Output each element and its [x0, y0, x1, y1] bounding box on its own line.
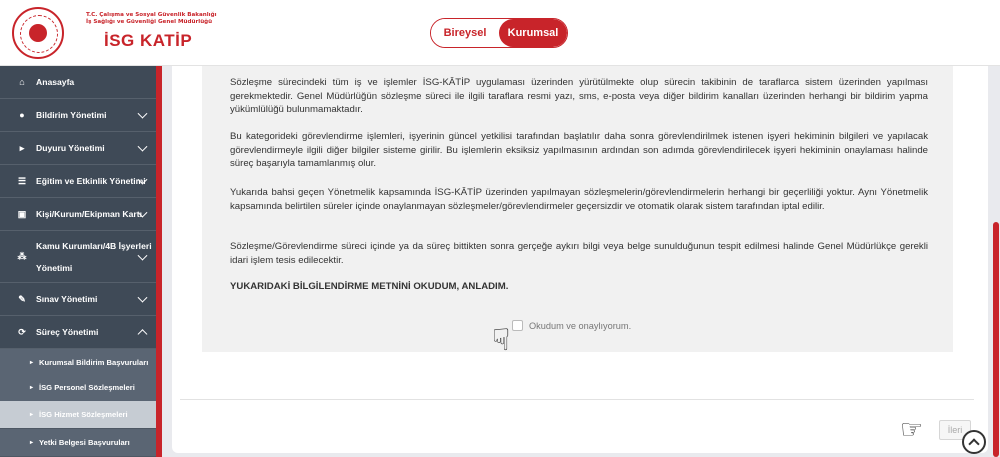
- sidebar-item-label: Anasayfa: [36, 77, 75, 87]
- sidebar-item-label: Sınav Yönetimi: [36, 294, 98, 304]
- sidebar: [0, 66, 162, 457]
- sidebar-item-egitim-etkinlik[interactable]: [0, 165, 156, 198]
- sidebar-item-bildirim-yonetimi[interactable]: [0, 99, 156, 132]
- submenu-item-label: ▸ İSG Personel Sözleşmeleri: [39, 383, 135, 392]
- info-paragraph-4: Sözleşme/Görevlendirme süreci içinde ya da süreç bittikten sonra gerçeğe aykırı bilgi veya belge sunulduğunun tespit edilmesi halinde Genel Müdürlükçe gerekli idari işlem tesis edilecektir.: [230, 241, 928, 266]
- toggle-kurumsal-button[interactable]: Kurumsal: [499, 19, 567, 47]
- pointing-hand-icon: ☟: [492, 324, 511, 357]
- sidebar-item-duyuru-yonetimi[interactable]: [0, 132, 156, 165]
- submenu-item-isg-hizmet[interactable]: [0, 401, 156, 429]
- submenu-item-label: ▸ İSG Hizmet Sözleşmeleri: [39, 410, 128, 419]
- sidebar-item-sinav-yonetimi[interactable]: [0, 283, 156, 316]
- page-scrollbar[interactable]: [992, 66, 1000, 457]
- sidebar-item-kamu-kurumlari[interactable]: [0, 231, 156, 283]
- submenu-item-label: ▸ Kurumsal Bildirim Başvuruları: [39, 358, 149, 367]
- info-paragraph-3: Yukarıda bahsi geçen Yönetmelik kapsamında İSG-KÂTİP üzerinden yapılmayan sözleşmelerin/görevlendirmelerin herhangi bir geçerliliği yoktur. Aynı Yönetmelik kapsamında belirtilen süreler içinde onaylanmayan sözleşmeler/görevlendirmeler geçersizdir ve otomatik olarak sistem tarafından iptal edilir.: [230, 187, 928, 212]
- sidebar-item-label: Süreç Yönetimi: [36, 327, 99, 337]
- pointing-hand-icon: ☞: [900, 414, 924, 444]
- chevron-down-icon: [138, 142, 148, 152]
- submenu-item-isg-personel[interactable]: [0, 374, 156, 402]
- sidebar-item-label: Bildirim Yönetimi: [36, 110, 107, 120]
- sidebar-item-kisi-kurum-ekipman[interactable]: [0, 198, 156, 231]
- sidebar-item-label: Duyuru Yönetimi: [36, 143, 105, 153]
- sidebar-item-label: [36, 235, 152, 279]
- exam-icon: ✎: [18, 293, 26, 304]
- consent-checkbox[interactable]: [512, 320, 523, 331]
- chevron-up-icon: [138, 329, 148, 339]
- confirmation-statement: YUKARIDAKİ BİLGİLENDİRME METNİNİ OKUDUM, ANLADIM.: [230, 281, 509, 292]
- info-paragraph-1: Sözleşme sürecindeki tüm iş ve işlemler İSG-KÂTİP uygulaması üzerinden yürütülmekte olup sürecin takibinin de taraflarca sistem üzerinden yapılması gerekmektedir. Genel Müdürlüğün sözleşme süreci ile ilgili taraflara resmi yazı, sms, e-posta veya diğer bildirim kanalları üzerinden herhangi bir bildirim yapma yükümlülüğü bulunmamaktadır.: [230, 77, 928, 116]
- sidebar-item-surec-yonetimi[interactable]: [0, 316, 156, 349]
- toggle-bireysel-button[interactable]: Bireysel: [431, 19, 499, 47]
- sync-icon: ⟳: [18, 326, 26, 337]
- home-icon: ⌂: [19, 77, 25, 87]
- submenu-item-label: ▸ Yetki Belgesi Başvuruları: [39, 438, 130, 447]
- footer-divider: [180, 399, 974, 400]
- bell-icon: ●: [19, 110, 25, 120]
- scrollbar-thumb[interactable]: [993, 222, 999, 457]
- ministry-line-2: İş Sağlığı ve Güvenliği Genel Müdürlüğü: [86, 19, 213, 25]
- chevron-down-icon: [138, 109, 148, 119]
- brand-title[interactable]: İSG KATİP: [104, 31, 193, 50]
- sidebar-item-label-line-2: Yönetimi: [36, 262, 73, 273]
- next-button[interactable]: İleri: [939, 420, 971, 440]
- top-header: [0, 0, 1000, 66]
- sidebar-item-label: Kişi/Kurum/Ekipman Kartı: [36, 209, 143, 219]
- scroll-to-top-button[interactable]: [962, 430, 986, 454]
- list-icon: ☰: [17, 175, 27, 186]
- consent-label[interactable]: Okudum ve onaylıyorum.: [529, 320, 632, 331]
- sidebar-item-label-line-1: Kamu Kurumları/4B İşyerleri: [36, 240, 152, 251]
- sidebar-accent-bar: [156, 66, 162, 457]
- ministry-name: [86, 12, 226, 26]
- megaphone-icon: ▸: [19, 142, 25, 153]
- info-paragraph-2: Bu kategorideki görevlendirme işlemleri, işyerinin güncel yetkilisi tarafından başlatılır daha sonra görevlendirilmek istenen işyeri hekiminin bilgileri ve yapılacak görevlendirmeyle ilgili diğer bilgiler sisteme girilir. Bu işlemlerin eksiksiz yapılmasının ardından son adımda görevlendirilecek işyeri hekiminin onaylaması halinde süreç başarıyla tamamlanmış olur.: [230, 131, 928, 170]
- submenu-item-yetki-belgesi[interactable]: [0, 429, 156, 457]
- sidebar-item-anasayfa[interactable]: [0, 66, 156, 99]
- user-type-toggle: [430, 18, 568, 48]
- chevron-down-icon: [138, 293, 148, 303]
- id-card-icon: ▣: [17, 208, 27, 219]
- sidebar-item-label: Eğitim ve Etkinlik Yönetimi: [36, 176, 146, 186]
- sitemap-icon: ⁂: [17, 251, 27, 261]
- consent-row: [512, 320, 631, 331]
- submenu-item-kurumsal-bildirim[interactable]: [0, 349, 156, 377]
- ministry-line-1: T.C. Çalışma ve Sosyal Güvenlik Bakanlığı: [86, 12, 217, 18]
- ministry-seal-logo: [12, 7, 64, 59]
